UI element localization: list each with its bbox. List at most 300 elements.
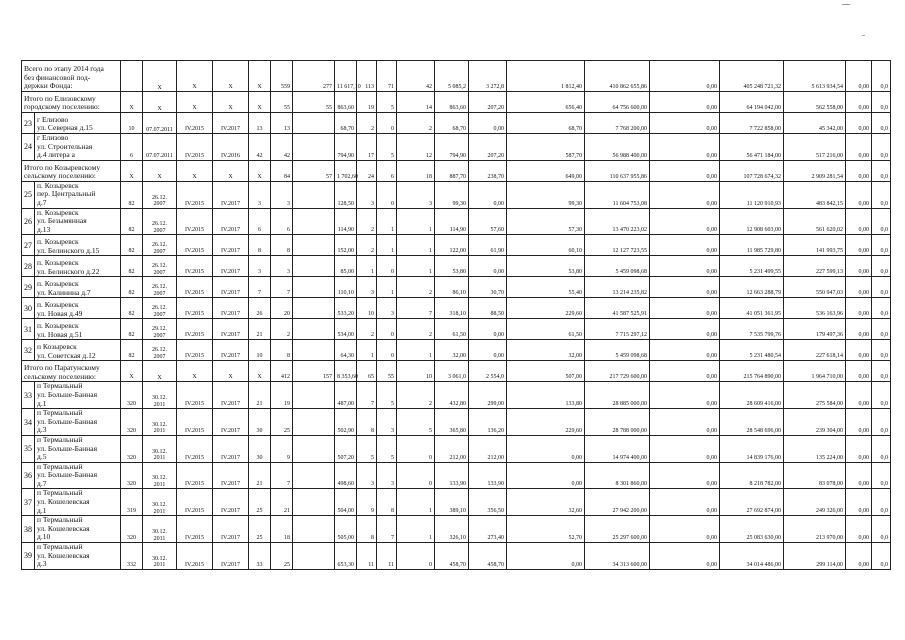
cell-col5: IV.2015	[177, 543, 213, 570]
cell-col12: 6	[377, 160, 397, 181]
address-cell: п Термальный ул. Кошелевская д.10	[35, 516, 121, 543]
cell-col10: 64,30	[335, 340, 357, 361]
cell-col5: X	[177, 160, 213, 181]
cell-col7: 3	[249, 181, 271, 208]
table-row	[22, 277, 891, 298]
cell-col18: 0,00	[650, 160, 720, 181]
cell-col17: 56 988 400,00	[585, 134, 650, 161]
cell-col9	[293, 409, 335, 436]
cell-col15: 0,00	[469, 256, 507, 277]
cell-col5: IV.2015	[177, 516, 213, 543]
cell-col5: IV.2015	[177, 340, 213, 361]
cell-col6: X	[213, 61, 249, 92]
cell-col10: 114,90	[335, 208, 357, 235]
cell-col18: 0,00	[650, 61, 720, 92]
cell-col19: 7 722 858,00	[720, 113, 784, 134]
cell-col19: 7 535 799,76	[720, 319, 784, 340]
cell-col20: 179 497,36	[784, 319, 846, 340]
cell-col20: 45 342,00	[784, 113, 846, 134]
cell-col11: 1	[357, 340, 377, 361]
cell-col17: 28 788 000,00	[585, 409, 650, 436]
cell-col8: 25	[271, 409, 293, 436]
cell-col3: 82	[121, 340, 143, 361]
subtotal-row	[22, 361, 891, 382]
cell-col6: IV.2017	[213, 543, 249, 570]
scan-mark	[862, 35, 865, 36]
cell-col21: 0,00	[846, 256, 872, 277]
cell-col20: 5 613 934,54	[784, 61, 846, 92]
cell-col7: 8	[249, 235, 271, 256]
cell-col11: 24	[357, 160, 377, 181]
row-number: 37	[22, 489, 35, 516]
cell-col5: IV.2015	[177, 319, 213, 340]
cell-col19: 27 692 874,00	[720, 489, 784, 516]
address-cell: п. Козыревск ул. Безымянная д.13	[35, 208, 121, 235]
cell-col16: 0,00	[507, 435, 585, 462]
cell-col11: 10	[357, 298, 377, 319]
cell-col16: 133,80	[507, 382, 585, 409]
cell-col3: X	[121, 160, 143, 181]
scan-mark	[842, 4, 850, 5]
cell-col22: 0,0	[872, 134, 891, 161]
cell-col3: 10	[121, 113, 143, 134]
subtotal-row	[22, 61, 891, 92]
row-number: 26	[22, 208, 35, 235]
cell-col16: 0,00	[507, 462, 585, 489]
cell-col20: 517 216,00	[784, 134, 846, 161]
cell-col11: 3	[357, 181, 377, 208]
cell-col12: 0	[377, 319, 397, 340]
row-number: 25	[22, 181, 35, 208]
cell-col17: 7 715 297,12	[585, 319, 650, 340]
address-cell: п Термальный ул. Больше-Банная д.7	[35, 462, 121, 489]
cell-col10: 534,00	[335, 319, 357, 340]
row-number: 28	[22, 256, 35, 277]
cell-col14: 3 061,0	[435, 361, 469, 382]
cell-col4: 30.12. 2011	[143, 462, 177, 489]
row-label: Итого по Паратунскому сельскому поселению:	[22, 361, 121, 382]
cell-col19: 5 231 480,54	[720, 340, 784, 361]
cell-col7: X	[249, 160, 271, 181]
cell-col10: 504,00	[335, 489, 357, 516]
cell-col12: 5	[377, 92, 397, 113]
cell-col19: 14 839 176,00	[720, 435, 784, 462]
table-row	[22, 256, 891, 277]
cell-col10: 85,00	[335, 256, 357, 277]
cell-col15: 136,20	[469, 409, 507, 436]
table-row	[22, 435, 891, 462]
cell-col4: 26.12. 2007	[143, 181, 177, 208]
cell-col22: 0,0	[872, 435, 891, 462]
cell-col14: 86,10	[435, 277, 469, 298]
cell-col6: IV.2017	[213, 409, 249, 436]
cell-col8: 3	[271, 181, 293, 208]
cell-col11: 1	[357, 256, 377, 277]
cell-col13: 18	[397, 160, 435, 181]
cell-col22: 0,0	[872, 277, 891, 298]
cell-col9: 57	[293, 160, 335, 181]
cell-col3: X	[121, 361, 143, 382]
cell-col15: 0,00	[469, 319, 507, 340]
cell-col6: IV.2017	[213, 382, 249, 409]
cell-col5: IV.2015	[177, 134, 213, 161]
table-row	[22, 382, 891, 409]
cell-col13: 10	[397, 361, 435, 382]
subtotal-row	[22, 160, 891, 181]
row-label: Итого по Елизовскому городскому поселению:	[22, 92, 121, 113]
cell-col18: 0,00	[650, 319, 720, 340]
cell-col11: 19	[357, 92, 377, 113]
cell-col5: IV.2015	[177, 409, 213, 436]
cell-col18: 0,00	[650, 382, 720, 409]
cell-col3: 6	[121, 134, 143, 161]
cell-col9	[293, 462, 335, 489]
cell-col6: IV.2017	[213, 256, 249, 277]
cell-col20: 227 618,14	[784, 340, 846, 361]
cell-col8: 9	[271, 435, 293, 462]
cell-col17: 64 756 600,00	[585, 92, 650, 113]
cell-col18: 0,00	[650, 435, 720, 462]
cell-col16: 507,00	[507, 361, 585, 382]
cell-col16: 0,00	[507, 543, 585, 570]
cell-col9	[293, 340, 335, 361]
cell-col7: X	[249, 92, 271, 113]
cell-col16: 57,30	[507, 208, 585, 235]
address-cell: п Термальный ул. Кошелевская д.3	[35, 543, 121, 570]
cell-col18: 0,00	[650, 277, 720, 298]
cell-col20: 562 558,00	[784, 92, 846, 113]
cell-col17: 12 127 723,55	[585, 235, 650, 256]
cell-col15: 133,90	[469, 462, 507, 489]
cell-col12: 5	[377, 134, 397, 161]
cell-col13: 0	[397, 462, 435, 489]
cell-col17: 410 862 655,86	[585, 61, 650, 92]
address-cell: п Термальный ул. Больше-Банная д.1	[35, 382, 121, 409]
cell-col9	[293, 543, 335, 570]
cell-col22: 0,0	[872, 516, 891, 543]
cell-col4: 07.07.2011	[143, 113, 177, 134]
cell-col19: 56 471 184,00	[720, 134, 784, 161]
cell-col9	[293, 256, 335, 277]
cell-col14: 887,70	[435, 160, 469, 181]
cell-col19: 25 083 630,00	[720, 516, 784, 543]
cell-col4: 30.12. 2011	[143, 489, 177, 516]
cell-col18: 0,00	[650, 543, 720, 570]
cell-col5: X	[177, 92, 213, 113]
cell-col11: 113	[357, 61, 377, 92]
cell-col17: 5 459 098,68	[585, 340, 650, 361]
cell-col16: 32,60	[507, 489, 585, 516]
address-cell: п Термальный ул. Больше-Банная д.5	[35, 435, 121, 462]
cell-col17: 25 297 600,00	[585, 516, 650, 543]
table-row	[22, 409, 891, 436]
table-row	[22, 462, 891, 489]
cell-col8: 19	[271, 382, 293, 409]
table-row	[22, 181, 891, 208]
cell-col21: 0,00	[846, 382, 872, 409]
cell-col6: X	[213, 160, 249, 181]
cell-col14: 365,80	[435, 409, 469, 436]
cell-col17: 8 301 860,00	[585, 462, 650, 489]
cell-col17: 217 729 600,00	[585, 361, 650, 382]
cell-col5: IV.2015	[177, 113, 213, 134]
cell-col10: 152,00	[335, 235, 357, 256]
cell-col9: 55	[293, 92, 335, 113]
cell-col12: 8	[377, 489, 397, 516]
cell-col15: 2 554,0	[469, 361, 507, 382]
cell-col15: 207,20	[469, 134, 507, 161]
cell-col16: 68,70	[507, 113, 585, 134]
cell-col6: IV.2017	[213, 319, 249, 340]
cell-col8: 559	[271, 61, 293, 92]
cell-col21: 0,00	[846, 181, 872, 208]
cell-col20: 239 304,00	[784, 409, 846, 436]
cell-col9	[293, 277, 335, 298]
cell-col9	[293, 113, 335, 134]
cell-col3: 82	[121, 181, 143, 208]
cell-col15: 61,90	[469, 235, 507, 256]
cell-col10: 68,70	[335, 113, 357, 134]
cell-col3: 82	[121, 277, 143, 298]
cell-col8: 412	[271, 361, 293, 382]
table-row	[22, 113, 891, 134]
cell-col11: 8	[357, 516, 377, 543]
cell-col3: 332	[121, 543, 143, 570]
cell-col9	[293, 235, 335, 256]
cell-col18: 0,00	[650, 409, 720, 436]
cell-col17: 13 470 223,02	[585, 208, 650, 235]
cell-col4: 26.12. 2007	[143, 208, 177, 235]
cell-col10: 794,90	[335, 134, 357, 161]
cell-col8: 25	[271, 543, 293, 570]
cell-col14: 458,70	[435, 543, 469, 570]
cell-col22: 0,0	[872, 61, 891, 92]
cell-col9	[293, 435, 335, 462]
cell-col17: 28 885 000,00	[585, 382, 650, 409]
cell-col10: 507,20	[335, 435, 357, 462]
address-cell: п. Козыревск ул. Калинина д.7	[35, 277, 121, 298]
table-row	[22, 543, 891, 570]
row-number: 33	[22, 382, 35, 409]
table-row	[22, 208, 891, 235]
cell-col10: 128,50	[335, 181, 357, 208]
row-number: 32	[22, 340, 35, 361]
cell-col21: 0,00	[846, 160, 872, 181]
cell-col4: 29.12. 2007	[143, 319, 177, 340]
cell-col13: 2	[397, 382, 435, 409]
cell-col12: 3	[377, 298, 397, 319]
cell-col10: 11 617,10	[335, 61, 357, 92]
cell-col21: 0,00	[846, 319, 872, 340]
cell-col22: 0,0	[872, 256, 891, 277]
cell-col21: 0,00	[846, 361, 872, 382]
cell-col10: 863,60	[335, 92, 357, 113]
cell-col17: 34 313 600,00	[585, 543, 650, 570]
cell-col17: 27 942 200,00	[585, 489, 650, 516]
cell-col20: 1 964 710,00	[784, 361, 846, 382]
cell-col17: 13 214 235,82	[585, 277, 650, 298]
cell-col8: 13	[271, 113, 293, 134]
row-number: 27	[22, 235, 35, 256]
cell-col7: 30	[249, 409, 271, 436]
cell-col4: X	[143, 361, 177, 382]
address-cell: г Елизово ул. Строительная д.4 литера а	[35, 134, 121, 161]
cell-col17: 11 604 753,08	[585, 181, 650, 208]
cell-col19: 41 051 361,95	[720, 298, 784, 319]
cell-col21: 0,00	[846, 298, 872, 319]
cell-col8: 2	[271, 319, 293, 340]
cell-col8: 8	[271, 340, 293, 361]
cell-col14: 61,50	[435, 319, 469, 340]
cell-col20: 561 620,02	[784, 208, 846, 235]
cell-col16: 229,60	[507, 409, 585, 436]
cell-col11: 2	[357, 113, 377, 134]
cell-col13: 2	[397, 319, 435, 340]
cell-col10: 498,60	[335, 462, 357, 489]
table-row	[22, 340, 891, 361]
cell-col5: IV.2015	[177, 489, 213, 516]
row-number: 34	[22, 409, 35, 436]
row-label: Итого по Козыревскому сельскому поселению:	[22, 160, 121, 181]
cell-col4: 30.12. 2011	[143, 543, 177, 570]
cell-col14: 794,90	[435, 134, 469, 161]
table-row	[22, 489, 891, 516]
cell-col8: 55	[271, 92, 293, 113]
cell-col12: 71	[377, 61, 397, 92]
cell-col11: 7	[357, 382, 377, 409]
row-number: 23	[22, 113, 35, 134]
table-body	[22, 61, 891, 570]
cell-col20: 536 163,96	[784, 298, 846, 319]
cell-col6: IV.2017	[213, 340, 249, 361]
cell-col18: 0,00	[650, 361, 720, 382]
cell-col6: IV.2017	[213, 462, 249, 489]
cell-col14: 212,00	[435, 435, 469, 462]
cell-col19: 64 194 042,00	[720, 92, 784, 113]
cell-col20: 2 909 281,54	[784, 160, 846, 181]
cell-col12: 1	[377, 235, 397, 256]
cell-col22: 0,0	[872, 382, 891, 409]
cell-col3: 319	[121, 489, 143, 516]
row-number: 39	[22, 543, 35, 570]
cell-col12: 5	[377, 435, 397, 462]
cell-col14: 32,00	[435, 340, 469, 361]
cell-col21: 0,00	[846, 543, 872, 570]
cell-col15: 30,70	[469, 277, 507, 298]
cell-col3: 82	[121, 256, 143, 277]
cell-col9	[293, 208, 335, 235]
table-row	[22, 134, 891, 161]
cell-col21: 0,00	[846, 61, 872, 92]
row-number: 30	[22, 298, 35, 319]
cell-col16: 656,40	[507, 92, 585, 113]
cell-col11: 8	[357, 409, 377, 436]
cell-col5: X	[177, 361, 213, 382]
cell-col7: 25	[249, 489, 271, 516]
cell-col22: 0,0	[872, 489, 891, 516]
cell-col8: 20	[271, 298, 293, 319]
cell-col3: 320	[121, 462, 143, 489]
address-cell: п Термальный ул. Больше-Банная д.3	[35, 409, 121, 436]
cell-col3: 82	[121, 235, 143, 256]
cell-col11: 11	[357, 543, 377, 570]
cell-col7: 7	[249, 277, 271, 298]
cell-col11: 2	[357, 208, 377, 235]
cell-col12: 55	[377, 361, 397, 382]
cell-col9: 277	[293, 61, 335, 92]
cell-col5: IV.2015	[177, 382, 213, 409]
cell-col10: 502,90	[335, 409, 357, 436]
cell-col7: 30	[249, 435, 271, 462]
cell-col6: IV.2017	[213, 277, 249, 298]
cell-col17: 7 768 200,00	[585, 113, 650, 134]
cell-col3: 320	[121, 435, 143, 462]
table-row	[22, 516, 891, 543]
cell-col7: 6	[249, 208, 271, 235]
cell-col17: 110 637 955,86	[585, 160, 650, 181]
cell-col21: 0,00	[846, 489, 872, 516]
cell-col16: 55,40	[507, 277, 585, 298]
cell-col7: 25	[249, 516, 271, 543]
cell-col11: 2	[357, 235, 377, 256]
cell-col13: 7	[397, 298, 435, 319]
cell-col13: 42	[397, 61, 435, 92]
cell-col18: 0,00	[650, 462, 720, 489]
cell-col9	[293, 298, 335, 319]
cell-col22: 0,0	[872, 92, 891, 113]
cell-col16: 61,50	[507, 319, 585, 340]
cell-col14: 863,60	[435, 92, 469, 113]
cell-col22: 0,0	[872, 235, 891, 256]
cell-col3: 82	[121, 298, 143, 319]
cell-col9	[293, 489, 335, 516]
cell-col9	[293, 319, 335, 340]
cell-col22: 0,0	[872, 208, 891, 235]
cell-col19: 28 609 416,00	[720, 382, 784, 409]
cell-col8: 84	[271, 160, 293, 181]
cell-col3: 82	[121, 208, 143, 235]
cell-col10: 8 353,60	[335, 361, 357, 382]
cell-col8: 8	[271, 235, 293, 256]
cell-col15: 273,40	[469, 516, 507, 543]
cell-col13: 0	[397, 543, 435, 570]
cell-col14: 326,10	[435, 516, 469, 543]
cell-col16: 60,10	[507, 235, 585, 256]
cell-col11: 3	[357, 277, 377, 298]
cell-col7: 10	[249, 340, 271, 361]
cell-col14: 133,90	[435, 462, 469, 489]
row-label: Всего по этапу 2014 года без финансовой под- держки Фонда:	[22, 61, 121, 92]
cell-col3: X	[121, 92, 143, 113]
cell-col14: 68,70	[435, 113, 469, 134]
row-number: 38	[22, 516, 35, 543]
cell-col8: 6	[271, 208, 293, 235]
cell-col4: 30.12. 2011	[143, 382, 177, 409]
cell-col21: 0,00	[846, 409, 872, 436]
cell-col18: 0,00	[650, 208, 720, 235]
cell-col4: 30.12. 2011	[143, 516, 177, 543]
address-cell: п Термальный ул. Кошелевская д.1	[35, 489, 121, 516]
cell-col14: 114,90	[435, 208, 469, 235]
cell-col9	[293, 382, 335, 409]
cell-col20: 299 114,00	[784, 543, 846, 570]
cell-col10: 487,00	[335, 382, 357, 409]
cell-col6: IV.2017	[213, 235, 249, 256]
cell-col4: 26.12. 2007	[143, 256, 177, 277]
cell-col8: 21	[271, 489, 293, 516]
cell-col21: 0,00	[846, 92, 872, 113]
cell-col5: IV.2015	[177, 181, 213, 208]
